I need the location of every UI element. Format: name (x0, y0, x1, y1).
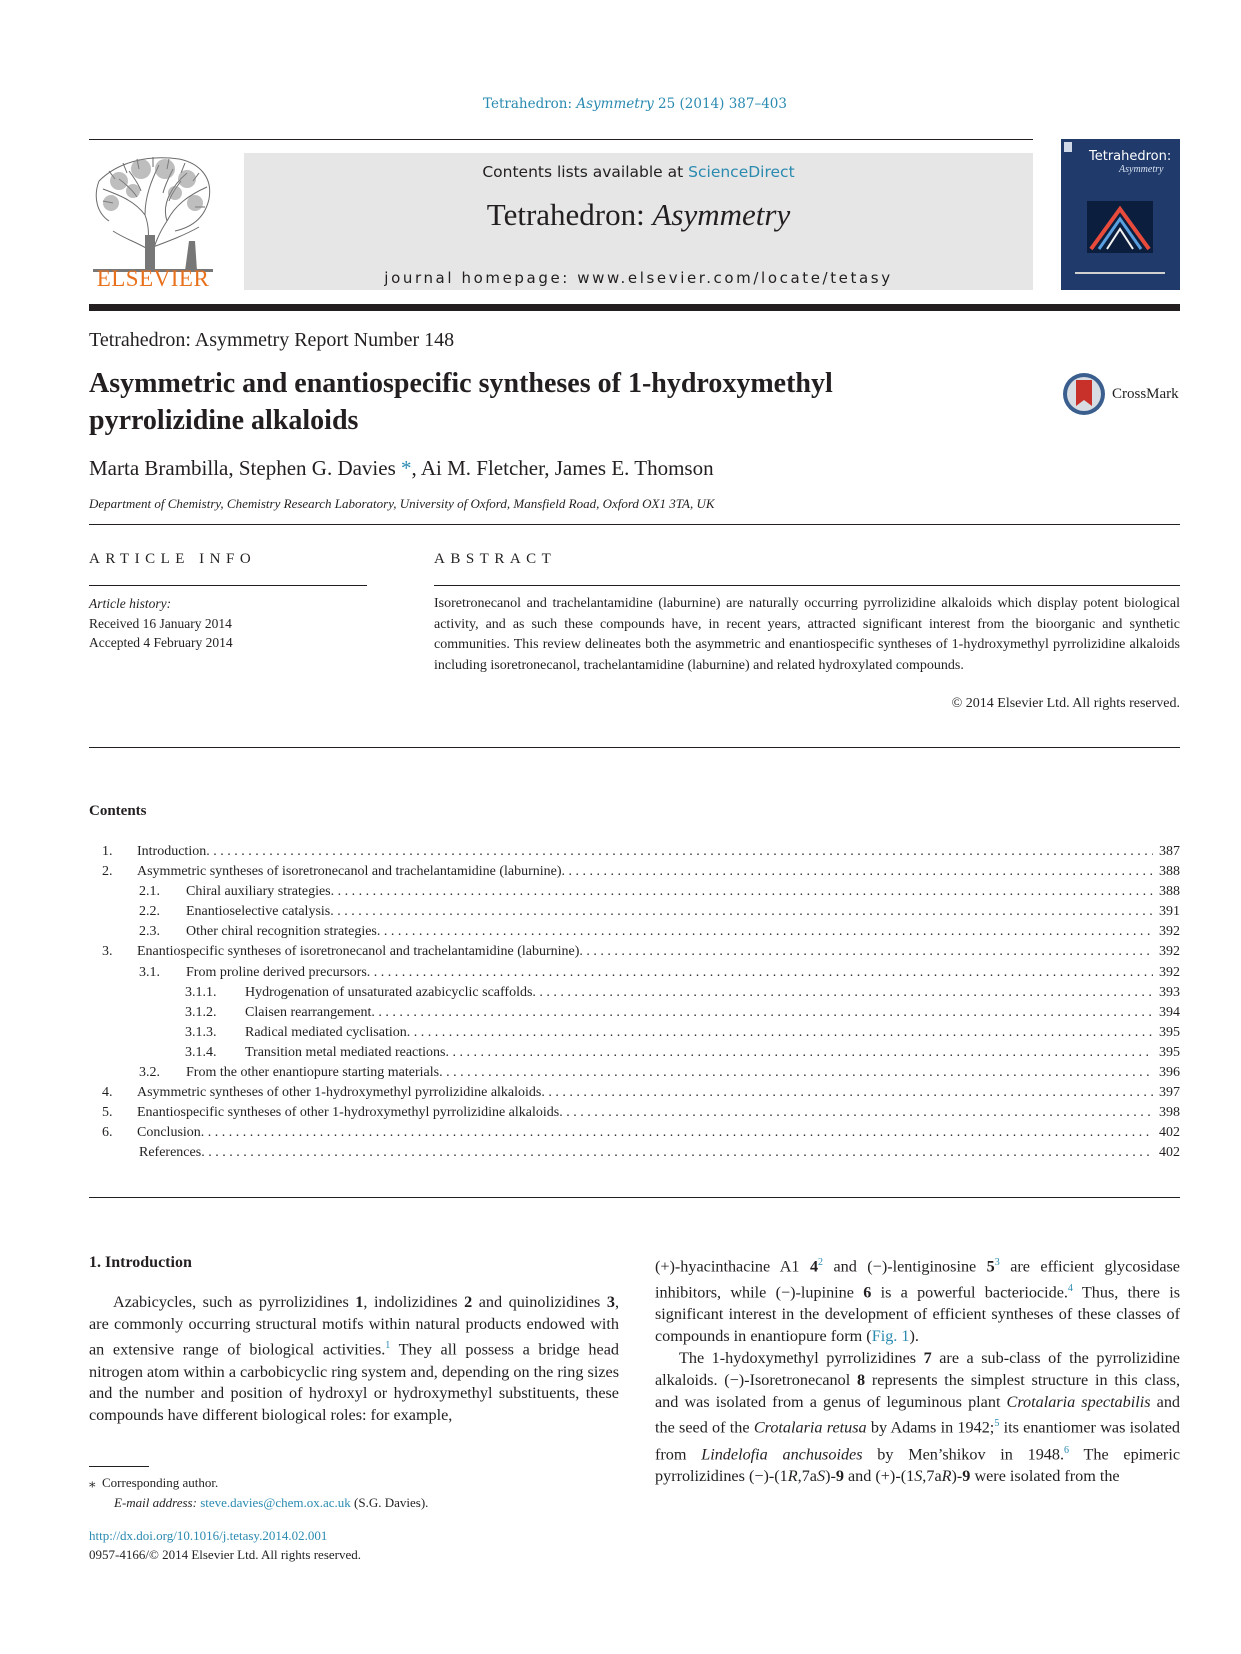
toc-entry[interactable]: 2.2. Enantioselective catalysis . . . 391 (89, 902, 1180, 922)
toc-entry[interactable]: 3.1.1. Hydrogenation of unsaturated azabicyclic scaffolds . . . 393 (89, 983, 1180, 1003)
body-left-column (89, 1252, 619, 1427)
footnote-rule (89, 1466, 149, 1467)
report-series: Tetrahedron: Asymmetry Report Number 148 (89, 329, 455, 351)
cover-artwork (1087, 201, 1153, 253)
crossmark-icon (1062, 372, 1106, 416)
divider-top (89, 524, 1180, 525)
journal-name: Tetrahedron: Asymmetry (486, 197, 791, 232)
cover-footer (1075, 272, 1165, 274)
abstract-rule (434, 585, 1180, 586)
cover-title: Tetrahedron: (1089, 149, 1172, 164)
footnote (89, 1473, 428, 1513)
toc-entry[interactable]: 3.1.2. Claisen rearrangement . . . 394 (89, 1003, 1180, 1023)
journal-banner (244, 153, 1033, 290)
toc-entry[interactable]: References . . . 402 (89, 1143, 1180, 1163)
toc-entry[interactable]: 3.1.3. Radical mediated cyclisation . . . 395 (89, 1023, 1180, 1043)
toc-entry[interactable]: 2. Asymmetric syntheses of isoretronecanol and trachelantamidine (laburnine) . . . 388 (89, 862, 1180, 882)
publisher-wordmark: ELSEVIER (96, 266, 210, 291)
intro-paragraph-1-cont: (+)-hyacinthacine A1 $4^2$ and (−)-lentiginosine $5^3$ are efficient glycosidase inhibitors, while (−)-lupinine 6 is a powerful bacteriocide.$^4$ Thus, there is significant interest in the development of efficient syntheses of these classes of compounds in enantiopure form (Fig. 1). (655, 1257, 1180, 1346)
journal-cover (1061, 139, 1180, 290)
toc-entry[interactable]: 4. Asymmetric syntheses of other 1-hydroxymethyl pyrrolizidine alkaloids . . . 397 (89, 1083, 1180, 1103)
affiliation: Department of Chemistry, Chemistry Research Laboratory, University of Oxford, Mansfield Road, Oxford OX1 3TA, UK (89, 496, 715, 511)
received-date: Received 16 January 2014 (89, 615, 232, 631)
body-right-column (655, 1252, 1180, 1488)
reference-link[interactable]: 4 (1067, 1283, 1073, 1295)
reference-link[interactable]: 2 (818, 1257, 824, 1268)
abstract-heading: ABSTRACT (434, 551, 557, 567)
crossmark-label: CrossMark (1112, 385, 1179, 402)
toc-entry[interactable]: 3.1.4. Transition metal mediated reactions . . . 395 (89, 1043, 1180, 1063)
contents-heading: Contents (89, 803, 147, 819)
reference-link[interactable]: 6 (1064, 1444, 1070, 1456)
reference-link[interactable]: 5 (994, 1418, 1000, 1430)
intro-paragraph-1: Azabicycles, such as pyrrolizidines 1, indolizidines 2 and quinolizidines 3, are commonly occurring structural motifs within natural products endowed with an extensive range of biological activities.$^1$ They all possess a bridge head nitrogen atom within a carbobicyclic ring system and, depending on the ring sizes and the number and position of hydroxyl or hydroxymethyl substituents, these compounds have different biological roles: for example, (89, 1292, 620, 1425)
author-list: Marta Brambilla, Stephen G. Davies *, Ai M. Fletcher, James E. Thomson (89, 456, 714, 480)
divider-contents (89, 1197, 1180, 1198)
doi-block (89, 1527, 361, 1564)
abstract-text: Isoretronecanol and trachelantamidine (laburnine) are naturally occurring pyrrolizidine alkaloids which display potent biological activity, and as such these compounds have, in recent years, attracted significant interest from the bioorganic and synthetic communities. This review delineates both the asymmetric and enantiospecific syntheses of 1-hydroxymethyl pyrrolizidine alkaloids including isoretronecanol, trachelantamidine (laburnine) and related hydroxylated compounds. (434, 596, 1180, 673)
crossmark-badge[interactable] (1062, 372, 1179, 416)
cover-subtitle: Asymmetry (1119, 164, 1164, 175)
toc-entry[interactable]: 3.1. From proline derived precursors . . . 392 (89, 963, 1180, 983)
history-label: Article history: (89, 596, 172, 611)
reference-link[interactable]: 1 (385, 1340, 391, 1352)
email-link[interactable]: steve.davies@chem.ox.ac.uk (200, 1495, 351, 1510)
doi-link[interactable]: http://dx.doi.org/10.1016/j.tetasy.2014.02.001 (89, 1528, 328, 1543)
toc-entry[interactable]: 6. Conclusion . . . 402 (89, 1123, 1180, 1143)
toc-entry[interactable]: 1. Introduction . . . 387 (89, 842, 1180, 862)
issn-line: 0957-4166/© 2014 Elsevier Ltd. All rights reserved. (89, 1546, 361, 1562)
toc-entry[interactable]: 2.1. Chiral auxiliary strategies . . . 388 (89, 882, 1180, 902)
contents-available-line: Contents lists available at ScienceDirect (482, 163, 795, 181)
header-thick-rule (89, 304, 1180, 311)
article-title: Asymmetric and enantiospecific syntheses of 1-hydroxymethyl pyrrolizidine alkaloids (89, 368, 833, 436)
header-rule (89, 139, 1033, 140)
toc-entry[interactable]: 2.3. Other chiral recognition strategies . . . 392 (89, 922, 1180, 942)
email-line: E-mail address: steve.davies@chem.ox.ac.uk (S.G. Davies). (114, 1495, 429, 1510)
article-history (89, 594, 233, 653)
corresponding-author-note: ⁎ Corresponding author. (89, 1475, 219, 1490)
journal-citation[interactable]: Tetrahedron: Asymmetry 25 (2014) 387–403 (483, 96, 787, 112)
article-info-heading: ARTICLE INFO (89, 551, 257, 567)
toc-entry[interactable]: 5. Enantiospecific syntheses of other 1-hydroxymethyl pyrrolizidine alkaloids . . . 398 (89, 1103, 1180, 1123)
figure-link[interactable]: Fig. 1 (871, 1327, 910, 1346)
cover-logo (1064, 142, 1072, 152)
sciencedirect-link[interactable]: ScienceDirect (688, 163, 795, 181)
reference-link[interactable]: 3 (994, 1257, 1000, 1268)
divider-abstract (89, 747, 1180, 748)
toc-entry[interactable]: 3. Enantiospecific syntheses of isoretronecanol and trachelantamidine (laburnine) . . . 392 (89, 942, 1180, 962)
section-heading-introduction: 1. Introduction (89, 1254, 192, 1271)
corresponding-author-mark[interactable]: * (401, 456, 412, 480)
intro-paragraph-2: The 1-hydoxymethyl pyrrolizidines 7 are a sub-class of the pyrrolizidine alkaloids. (−)-Isoretronecanol 8 represents the simplest structure in this class, and was isolated from a genus of leguminous plant Crotalaria spectabilis and the seed of the Crotalaria retusa by Adams in 1942;$^5$ its enantiomer was isolated from Lindelofia anchusoides by Men’shikov in 1948.$^6$ The epimeric pyrrolizidines (−)-(1R,7aS)-9 and (+)-(1S,7aR)-9 were isolated from the (655, 1348, 1181, 1485)
journal-homepage[interactable]: journal homepage: www.elsevier.com/locate/tetasy (384, 269, 893, 287)
toc-entry[interactable]: 3.2. From the other enantiopure starting materials . . . 396 (89, 1063, 1180, 1083)
accepted-date: Accepted 4 February 2014 (89, 635, 233, 650)
abstract-copyright: © 2014 Elsevier Ltd. All rights reserved. (951, 696, 1180, 711)
article-info-rule (89, 585, 367, 586)
table-of-contents (89, 842, 1180, 1164)
